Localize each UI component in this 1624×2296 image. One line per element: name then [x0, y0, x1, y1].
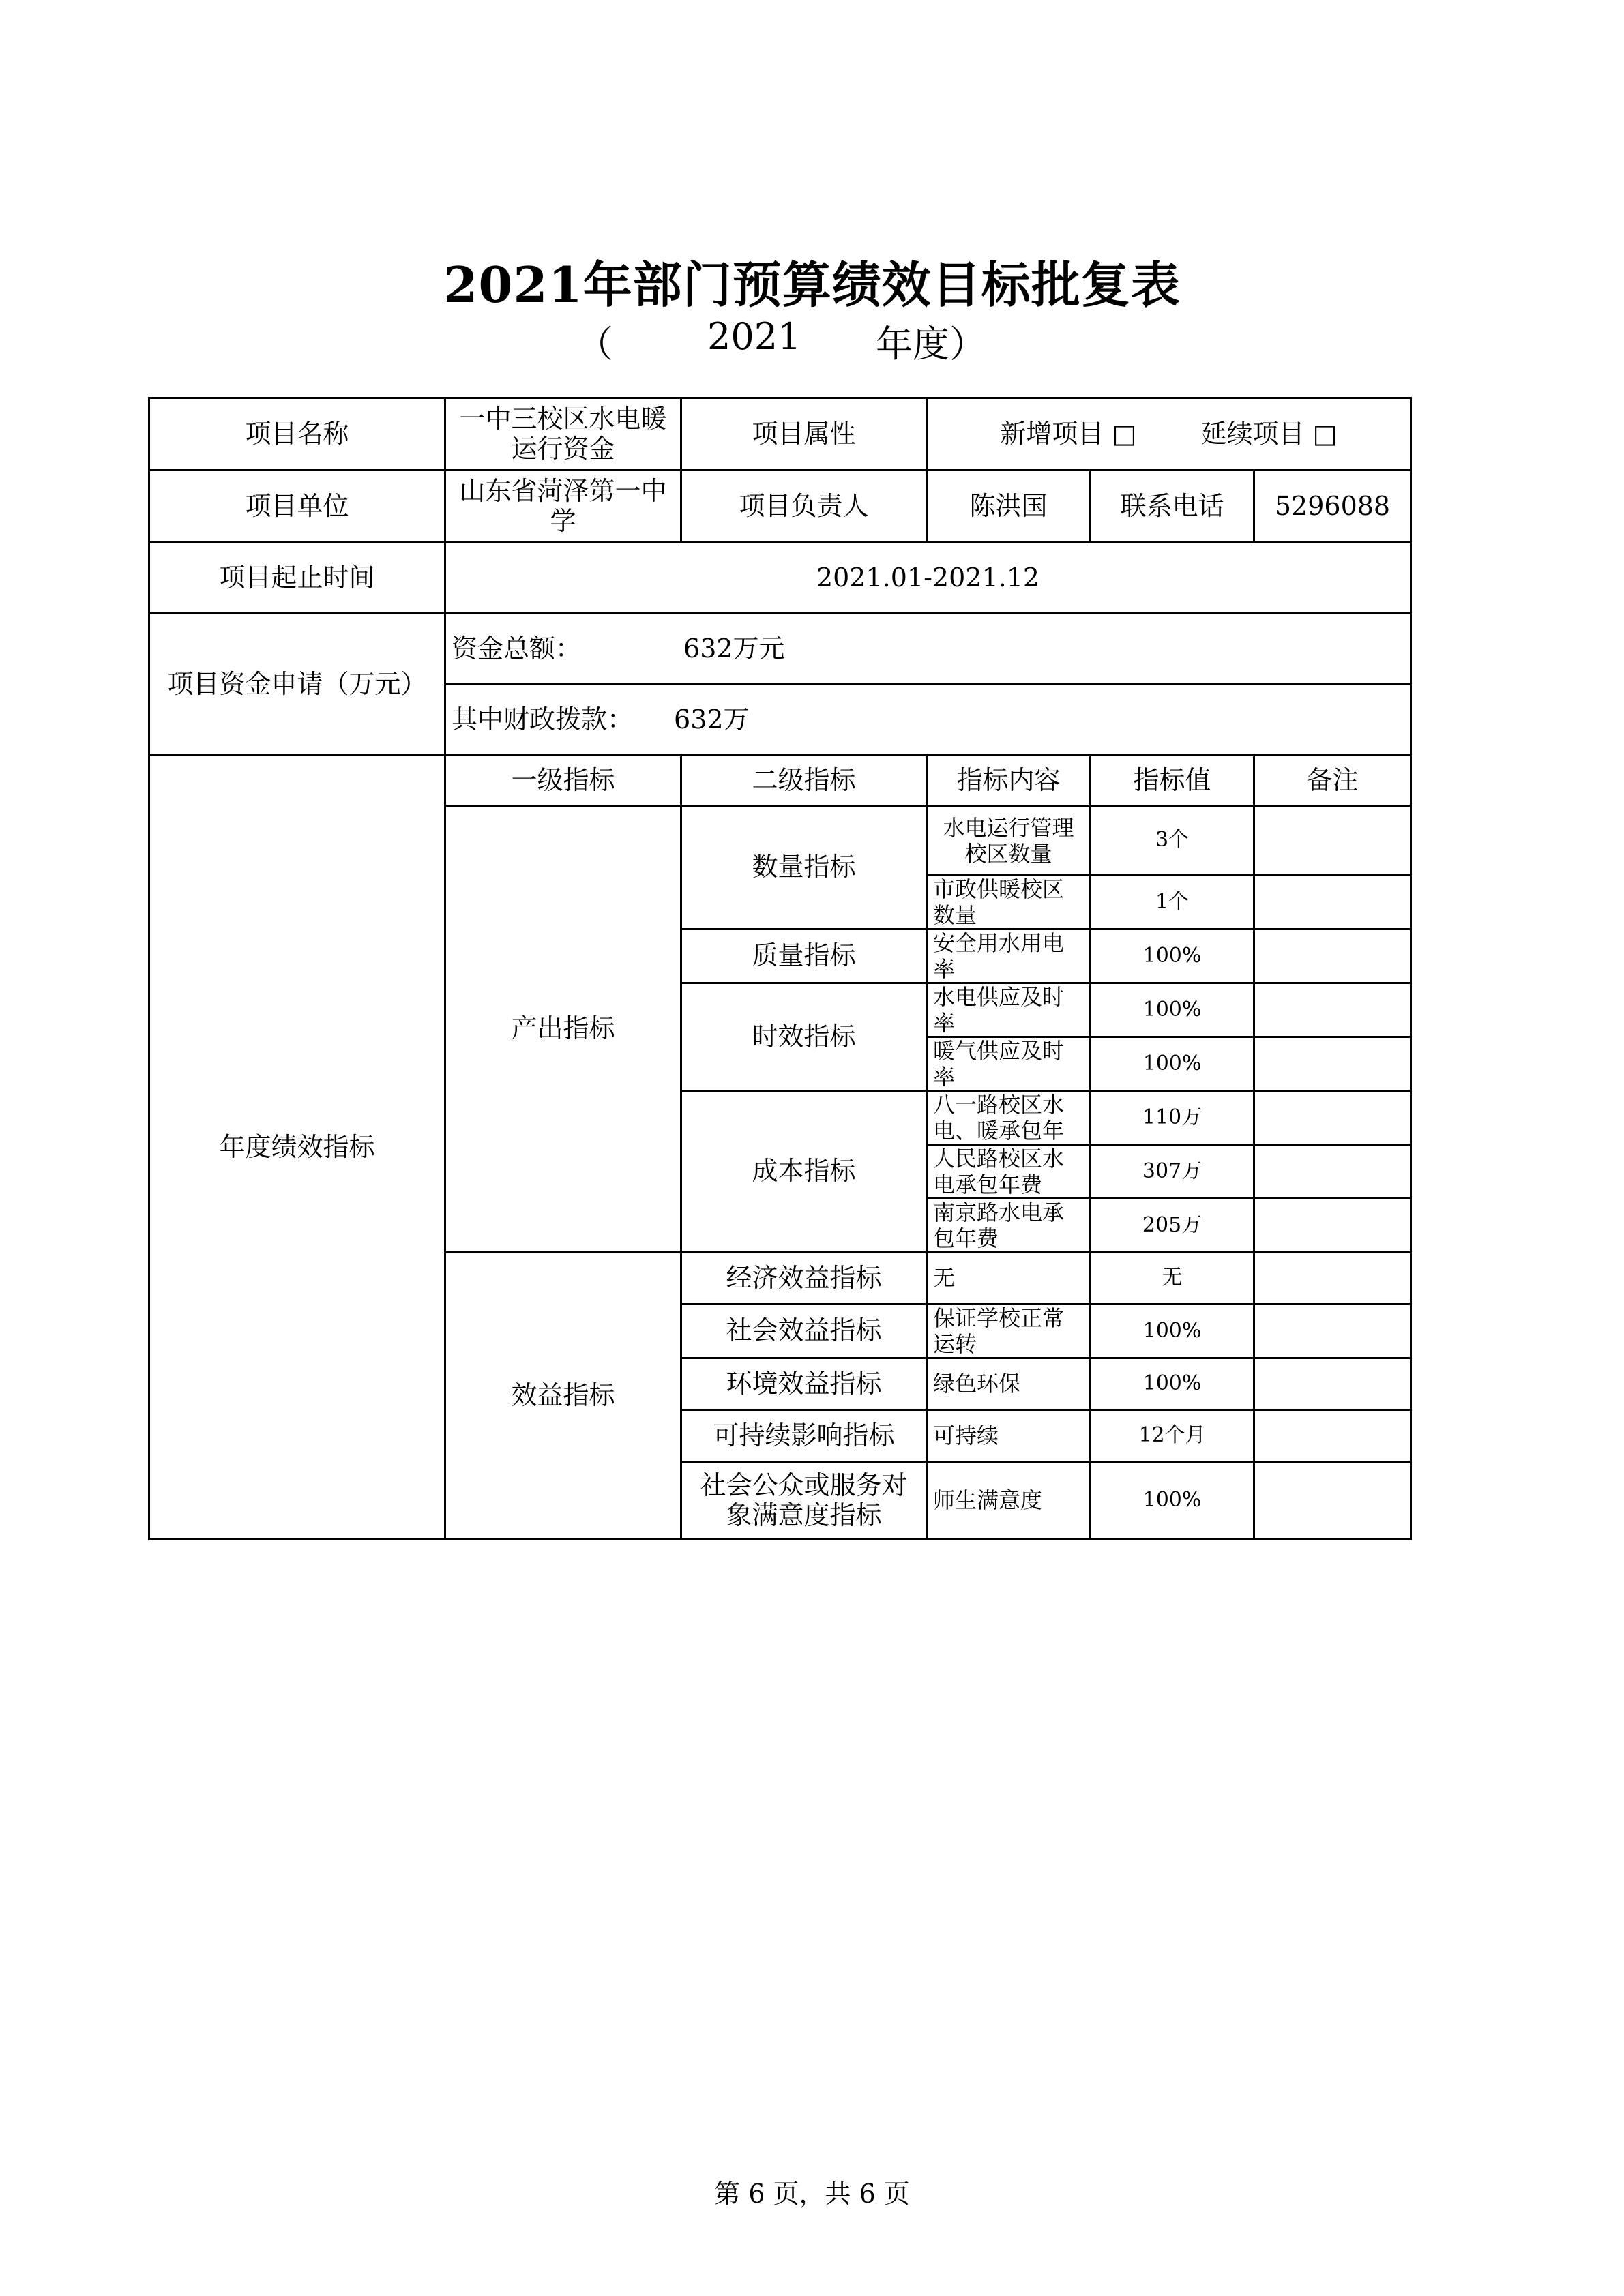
period-row — [149, 543, 1411, 614]
indicator-value: 3个 — [1091, 806, 1254, 876]
indicator-content: 人民路校区水电承包年费 — [927, 1145, 1091, 1199]
indicator-value: 100% — [1091, 1037, 1254, 1091]
unit-value: 山东省菏泽第一中学 — [445, 471, 681, 543]
period-label: 项目起止时间 — [149, 543, 445, 614]
level2-environment: 环境效益指标 — [681, 1358, 927, 1410]
level2-cost: 成本指标 — [681, 1091, 927, 1253]
perf-header-row — [149, 756, 1411, 806]
attr-continued-checkbox: 延续项目 □ — [1200, 418, 1338, 449]
project-name-label: 项目名称 — [149, 398, 445, 471]
indicator-content: 市政供暖校区数量 — [927, 876, 1091, 929]
indicator-value: 1个 — [1091, 876, 1254, 929]
header-value: 指标值 — [1091, 756, 1254, 806]
subtitle-year: 2021 — [707, 315, 801, 358]
unit-label: 项目单位 — [149, 471, 445, 543]
perf-section-label: 年度绩效指标 — [149, 756, 445, 1540]
header-note: 备注 — [1254, 756, 1411, 806]
indicator-value: 100% — [1091, 929, 1254, 983]
indicator-content: 保证学校正常运转 — [927, 1304, 1091, 1358]
indicator-content: 无 — [927, 1253, 1091, 1304]
project-unit-row — [149, 471, 1411, 543]
indicator-note — [1254, 1145, 1411, 1199]
indicator-note — [1254, 1037, 1411, 1091]
indicator-note — [1254, 1091, 1411, 1145]
level2-social: 社会效益指标 — [681, 1304, 927, 1358]
subtitle-open: （ — [576, 323, 613, 366]
indicator-note — [1254, 1199, 1411, 1253]
indicator-content: 可持续 — [927, 1410, 1091, 1462]
fund-total-row — [149, 614, 1411, 685]
period-value: 2021.01-2021.12 — [445, 543, 1411, 614]
level2-timeliness: 时效指标 — [681, 983, 927, 1091]
page-title: 2021年部门预算绩效目标批复表 — [443, 256, 1181, 314]
indicator-value: 100% — [1091, 983, 1254, 1037]
indicator-note — [1254, 1253, 1411, 1304]
fund-fiscal-cell — [445, 685, 1411, 756]
fund-fiscal-value: 632万 — [674, 704, 750, 734]
fund-total-label: 资金总额： — [452, 633, 582, 664]
indicator-note — [1254, 1304, 1411, 1358]
attr-new-checkbox: 新增项目 □ — [1000, 418, 1137, 449]
level2-sustainability: 可持续影响指标 — [681, 1410, 927, 1462]
indicator-value: 205万 — [1091, 1199, 1254, 1253]
project-name-row — [149, 398, 1411, 471]
indicator-content: 安全用水用电率 — [927, 929, 1091, 983]
indicator-content: 南京路水电承包年费 — [927, 1199, 1091, 1253]
phone-value: 5296088 — [1254, 471, 1411, 543]
level2-quality: 质量指标 — [681, 929, 927, 983]
budget-performance-table — [148, 397, 1412, 1540]
project-name-value: 一中三校区水电暖运行资金 — [445, 398, 681, 471]
indicator-content: 师生满意度 — [927, 1462, 1091, 1540]
indicator-value: 100% — [1091, 1462, 1254, 1540]
indicator-note — [1254, 1462, 1411, 1540]
indicator-note — [1254, 806, 1411, 876]
indicator-note — [1254, 1410, 1411, 1462]
indicator-note — [1254, 876, 1411, 929]
phone-label: 联系电话 — [1091, 471, 1254, 543]
fund-fiscal-label: 其中财政拨款： — [452, 704, 634, 734]
leader-label: 项目负责人 — [681, 471, 927, 543]
header-content: 指标内容 — [927, 756, 1091, 806]
project-attr-label: 项目属性 — [681, 398, 927, 471]
indicator-value: 100% — [1091, 1304, 1254, 1358]
fund-total-cell — [445, 614, 1411, 685]
leader-value: 陈洪国 — [927, 471, 1091, 543]
level2-satisfaction: 社会公众或服务对象满意度指标 — [681, 1462, 927, 1540]
indicator-note — [1254, 983, 1411, 1037]
indicator-content: 绿色环保 — [927, 1358, 1091, 1410]
header-level1: 一级指标 — [445, 756, 681, 806]
indicator-value: 110万 — [1091, 1091, 1254, 1145]
project-attr-value — [927, 398, 1411, 471]
benefit-label: 效益指标 — [445, 1253, 681, 1540]
indicator-content: 八一路校区水电、暖承包年 — [927, 1091, 1091, 1145]
level2-economic: 经济效益指标 — [681, 1253, 927, 1304]
indicator-value: 100% — [1091, 1358, 1254, 1410]
indicator-note — [1254, 1358, 1411, 1410]
output-label: 产出指标 — [445, 806, 681, 1253]
indicator-content: 暖气供应及时率 — [927, 1037, 1091, 1091]
indicator-value: 12个月 — [1091, 1410, 1254, 1462]
fund-total-value: 632万元 — [683, 633, 785, 664]
level2-quantity: 数量指标 — [681, 806, 927, 929]
indicator-note — [1254, 929, 1411, 983]
fund-label: 项目资金申请（万元） — [149, 614, 445, 756]
indicator-content: 水电供应及时率 — [927, 983, 1091, 1037]
indicator-value: 无 — [1091, 1253, 1254, 1304]
page-footer: 第 6 页，共 6 页 — [714, 2179, 910, 2209]
subtitle-close: 年度） — [876, 323, 986, 366]
header-level2: 二级指标 — [681, 756, 927, 806]
indicator-content: 水电运行管理校区数量 — [927, 806, 1091, 876]
indicator-value: 307万 — [1091, 1145, 1254, 1199]
